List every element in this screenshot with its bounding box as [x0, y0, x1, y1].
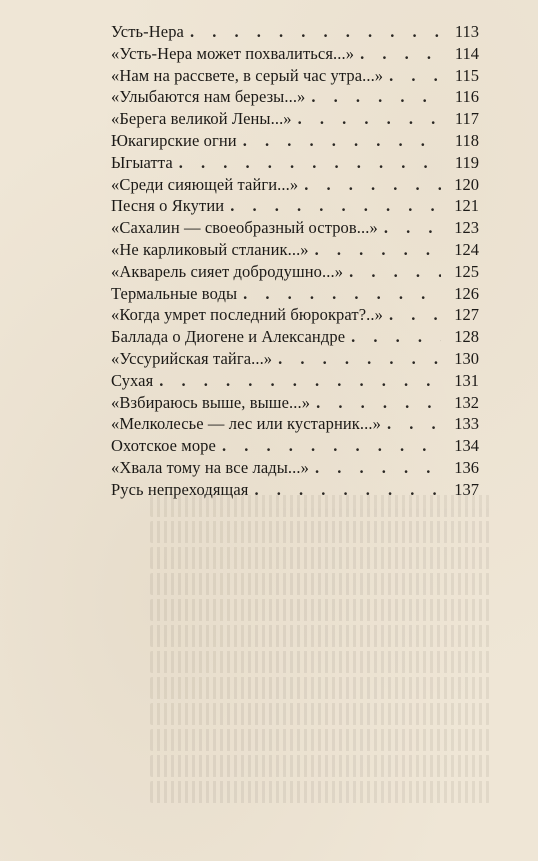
dot-leader	[190, 21, 441, 43]
toc-entry-page: 117	[454, 109, 479, 129]
toc-entry-title: «Уссурийская тайга...»	[111, 348, 273, 368]
toc-entry	[111, 435, 479, 457]
dot-leader	[316, 392, 441, 414]
dot-leader	[298, 108, 441, 130]
dot-leader	[278, 348, 441, 370]
toc-entry-title: Песня о Якутии	[111, 196, 225, 216]
toc-entry-page: 114	[454, 43, 479, 63]
dot-leader	[389, 65, 441, 87]
dot-leader	[389, 304, 441, 326]
toc-entry	[111, 195, 479, 217]
toc-entry	[111, 108, 479, 130]
toc-entry	[111, 283, 479, 305]
toc-entry-page: 115	[454, 65, 479, 85]
show-through-line	[150, 781, 490, 803]
toc-entry	[111, 130, 479, 152]
dot-leader	[384, 217, 441, 239]
toc-entry-page: 116	[454, 87, 479, 107]
dot-leader	[315, 239, 441, 261]
show-through-line	[150, 521, 490, 543]
dot-leader	[222, 435, 441, 457]
show-through-line	[150, 755, 490, 777]
toc-entry	[111, 86, 479, 108]
toc-entry-page: 132	[454, 392, 479, 412]
toc-entry	[111, 413, 479, 435]
dot-leader	[387, 413, 441, 435]
toc-entry-page: 118	[454, 130, 479, 150]
toc-entry	[111, 261, 479, 283]
toc-entry-title: «Акварель сияет добродушно...»	[111, 261, 344, 281]
toc-entry	[111, 21, 479, 43]
show-through-line	[150, 677, 490, 699]
toc-entry-title: «Нам на рассвете, в серый час утра...»	[111, 65, 384, 85]
dot-leader	[179, 152, 441, 174]
toc-entry-page: 119	[454, 152, 479, 172]
toc-entry-title: Усть-Нера	[111, 22, 184, 41]
toc-entry	[111, 479, 479, 501]
dot-leader	[254, 479, 441, 501]
toc-entry-title: «Усть-Нера может похвалиться...»	[111, 43, 355, 63]
toc-entry-title: «Улыбаются нам березы...»	[111, 87, 306, 107]
toc-entry	[111, 152, 479, 174]
toc-entry	[111, 43, 479, 65]
toc-entry-page: 131	[454, 370, 479, 390]
table-of-contents	[111, 21, 479, 501]
dot-leader	[230, 195, 441, 217]
dot-leader	[243, 283, 441, 305]
show-through-line	[150, 651, 490, 673]
toc-entry-title: Юкагирские огни	[111, 130, 237, 150]
toc-entry-title: Сухая	[111, 370, 154, 390]
toc-entry-title: Русь непреходящая	[111, 479, 249, 499]
dot-leader	[360, 43, 441, 65]
toc-entry	[111, 326, 479, 348]
toc-entry-page: 120	[454, 174, 479, 194]
toc-entry	[111, 239, 479, 261]
toc-entry-page: 136	[454, 457, 479, 477]
toc-entry-title: Охотское море	[111, 436, 216, 456]
toc-entry	[111, 217, 479, 239]
toc-entry-title: Термальные воды	[111, 283, 238, 303]
toc-entry-page: 126	[454, 283, 479, 303]
toc-entry	[111, 392, 479, 414]
toc-entry-title: «Берега великой Лены...»	[111, 109, 292, 129]
dot-leader	[243, 130, 441, 152]
show-through-line	[150, 599, 490, 621]
toc-entry	[111, 348, 479, 370]
toc-entry	[111, 304, 479, 326]
toc-entry-page: 134	[454, 436, 479, 456]
toc-entry-page: 113	[454, 22, 479, 41]
toc-entry-page: 127	[454, 305, 479, 325]
show-through-line	[150, 703, 490, 725]
show-through-line	[150, 573, 490, 595]
toc-entry-page: 124	[454, 239, 479, 259]
toc-entry-title: «Сахалин — своеобразный остров...»	[111, 218, 378, 238]
dot-leader	[311, 86, 441, 108]
toc-entry-title: «Когда умрет последний бюрократ?..»	[111, 305, 383, 325]
toc-entry-page: 123	[454, 218, 479, 238]
show-through-line	[150, 729, 490, 751]
toc-entry-title: «Хвала тому на все лады...»	[111, 457, 309, 477]
toc-entry	[111, 174, 479, 196]
toc-entry-page: 121	[454, 196, 479, 216]
toc-entry-page: 137	[454, 479, 479, 499]
toc-entry-page: 133	[454, 414, 479, 434]
toc-entry-title: «Не карликовый стланик...»	[111, 239, 309, 259]
show-through-texture	[150, 495, 490, 825]
toc-entry-title: «Мелколесье — лес или кустарник...»	[111, 414, 381, 434]
toc-entry	[111, 65, 479, 87]
toc-entry-title: «Взбираюсь выше, выше...»	[111, 392, 311, 412]
toc-entry-title: Баллада о Диогене и Александре	[111, 327, 346, 347]
dot-leader	[351, 326, 441, 348]
dot-leader	[315, 457, 441, 479]
toc-entry-page: 128	[454, 327, 479, 347]
toc-entry-title: Ыгыатта	[111, 152, 173, 172]
dot-leader	[159, 370, 441, 392]
show-through-line	[150, 625, 490, 647]
toc-entry	[111, 457, 479, 479]
toc-entry-title: «Среди сияющей тайги...»	[111, 174, 299, 194]
dot-leader	[349, 261, 441, 283]
toc-entry	[111, 370, 479, 392]
toc-entry-page: 125	[454, 261, 479, 281]
dot-leader	[304, 174, 441, 196]
toc-entry-page: 130	[454, 348, 479, 368]
show-through-line	[150, 547, 490, 569]
